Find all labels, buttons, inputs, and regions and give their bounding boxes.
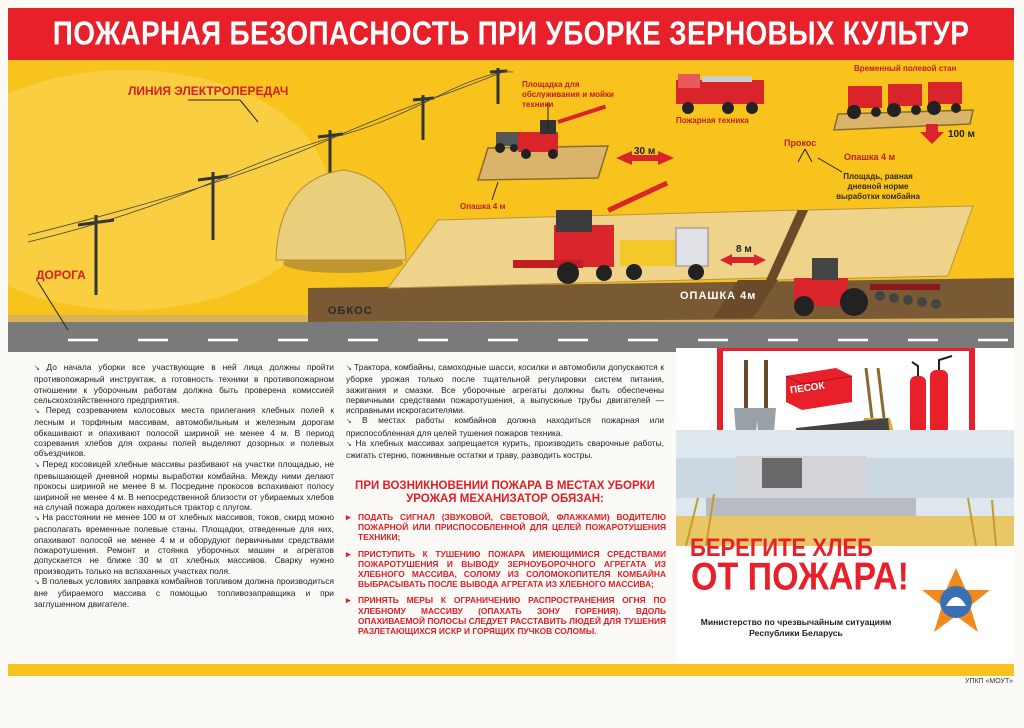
rule-paragraph: ↘ Перед созреванием колосовых места прилегания хлебных полей к лесным и торфяным массивам, автомобильным и железным дорогам обкашивают и опахивают полосой шириной не менее 4 м. В период созревания хлебов для охраны полей выделяют дозорных и полевых объездчиков. bbox=[34, 405, 334, 458]
service-area-label: Площадка для обслуживания и мойки техники bbox=[522, 80, 614, 109]
page-title: ПОЖАРНАЯ БЕЗОПАСНОСТЬ ПРИ УБОРКЕ ЗЕРНОВЫХ КУЛЬТУР bbox=[52, 15, 970, 52]
rule-paragraph: ↘ На хлебных массивах запрещается курить, производить сварочные работы, сжигать стерню, пожнивные остатки и траву, разводить костры. bbox=[346, 438, 664, 461]
fire-equipment-label: Пожарная техника bbox=[676, 116, 749, 125]
power-line-label: ЛИНИЯ ЭЛЕКТРОПЕРЕДАЧ bbox=[128, 84, 289, 98]
emergency-title: ПРИ ВОЗНИКНОВЕНИИ ПОЖАРА В МЕСТАХ УБОРКИ УРОЖАЯ МЕХАНИЗАТОР ОБЯЗАН: bbox=[355, 480, 655, 505]
ministry-caption: Министерство по чрезвычайным ситуациям Республики Беларусь bbox=[700, 617, 892, 638]
opashka-main-label: ОПАШКА 4м bbox=[680, 290, 757, 302]
daily-area-label: Площадь, равная дневной норме выработки комбайна bbox=[836, 172, 920, 201]
distance-8m: 8 м bbox=[736, 244, 752, 255]
rule-paragraph: ↘ В полевых условиях заправка комбайнов топливом должна производиться вне убираемого массива с помощью топливозаправщика и при заглушенном двигателе. bbox=[34, 576, 334, 609]
emergency-duties-list bbox=[346, 512, 666, 642]
opashka-service-label: Опашка 4 м bbox=[460, 202, 506, 211]
bottom-bar bbox=[8, 664, 1014, 676]
mchs-emblem-icon bbox=[922, 568, 990, 632]
rule-paragraph: ↘ В местах работы комбайнов должна находиться пожарная или приспособленная для целей тушения пожаров техника. bbox=[346, 415, 664, 438]
field-scene-illustration bbox=[8, 60, 1014, 352]
rule-paragraph: ↘ Трактора, комбайны, самоходные шасси, косилки и автомобили допускаются к уборке урожая только после тщательной регулировки систем питания, зажигания и смазки. Все уборочные агрегаты должны быть обеспечены первичными средствами пожаротушения, а выпускные трубы двигателей — исправными искрогасителями. bbox=[346, 362, 664, 415]
sand-box-label: ПЕСОК bbox=[789, 380, 826, 397]
rule-paragraph: ↘ До начала уборки все участвующие в ней лица должны пройти противопожарный инструктаж, а готовность техники в противопожарном отношении к уборочным работам должна быть проверена комиссией сельскохозяйственного предприятия. bbox=[34, 362, 334, 405]
distance-100m: 100 м bbox=[948, 129, 975, 140]
obkos-label: ОБКОС bbox=[328, 305, 373, 317]
distance-30m: 30 м bbox=[634, 146, 656, 157]
middle-text-column bbox=[346, 362, 664, 461]
rule-paragraph: ↘ На расстоянии не менее 100 м от хлебных массивов, токов, скирд можно располагать временные полевые станы. Площадки, отведенные для них, опахивают полосой не менее 4 м и оборудуют первичными средствами пожаротушения. Ремонт и стоянка уборочных машин и агрегатов допускается не ближе 30 м от хлебных массивов. Сварку нужно производить только на вспаханных участках поля. bbox=[34, 512, 334, 576]
title-banner bbox=[8, 8, 1014, 60]
road-label: ДОРОГА bbox=[36, 268, 86, 282]
list-item: ▸ ПРИНЯТЬ МЕРЫ К ОГРАНИЧЕНИЮ РАСПРОСТРАНЕНИЯ ОГНЯ ПО ХЛЕБНОМУ МАССИВУ (ОПАХАТЬ ЗОНУ ГОРЕНИЯ). ВДОЛЬ ОПАХИВАЕМОЙ ПОЛОСЫ СЛЕДУЕТ РАССТАВИТЬ ЛЮДЕЙ ДЛЯ ТУШЕНИЯ РАЗЛЕТАЮЩИХСЯ ИСКР И ГОРЯЩИХ ПУЧКОВ СОЛОМЫ. bbox=[346, 595, 666, 636]
field-right bbox=[776, 206, 973, 280]
opashka-camp-label: Опашка 4 м bbox=[844, 152, 896, 162]
rule-paragraph: ↘ Перед косовицей хлебные массивы разбивают на участки площадью, не превышающей дневной нормы выработки комбайна. Между ними делают прокосы шириной не менее 8 м. Посредине прокосов вспахивают полосу шириной не менее 4 м. В непосредственной близости от убираемых хлебов на случай пожара должен находиться трактор с плугом. bbox=[34, 459, 334, 512]
list-item: ▸ ПОДАТЬ СИГНАЛ (ЗВУКОВОЙ, СВЕТОВОЙ, ФЛАЖКАМИ) ВОДИТЕЛЮ ПОЖАРНОЙ ИЛИ ПРИСПОСОБЛЕННОЙ ДЛЯ ЦЕЛЕЙ ПОЖАРОТУШЕНИЯ ТЕХНИКИ; bbox=[346, 512, 666, 543]
print-code: УПКП «МОУТ» bbox=[965, 678, 1013, 685]
field-camp-label: Временный полевой стан bbox=[854, 64, 957, 73]
scene-drawing bbox=[8, 60, 1014, 352]
slogan-line-2: ОТ ПОЖАРА! bbox=[691, 555, 909, 599]
left-text-column bbox=[34, 362, 334, 609]
prokos-label: Прокос bbox=[784, 138, 817, 148]
slogan-line-1: БЕРЕГИТЕ ХЛЕБ bbox=[690, 533, 873, 562]
list-item: ▸ ПРИСТУПИТЬ К ТУШЕНИЮ ПОЖАРА ИМЕЮЩИМИСЯ СРЕДСТВАМИ ПОЖАРОТУШЕНИЯ И ВЫВОДУ ЗЕРНОУБОРОЧНОГО АГРЕГАТА ИЗ ХЛЕБНОГО МАССИВА, СОЛОМУ ИЗ СОЛОМОКОПИТЕЛЯ КОМБАЙНА ВЫБРАСЫВАТЬ ПОСЛЕ ВЫВОДА АГРЕГАТА ИЗ ХЛЕБНОГО МАССИВА; bbox=[346, 549, 666, 590]
